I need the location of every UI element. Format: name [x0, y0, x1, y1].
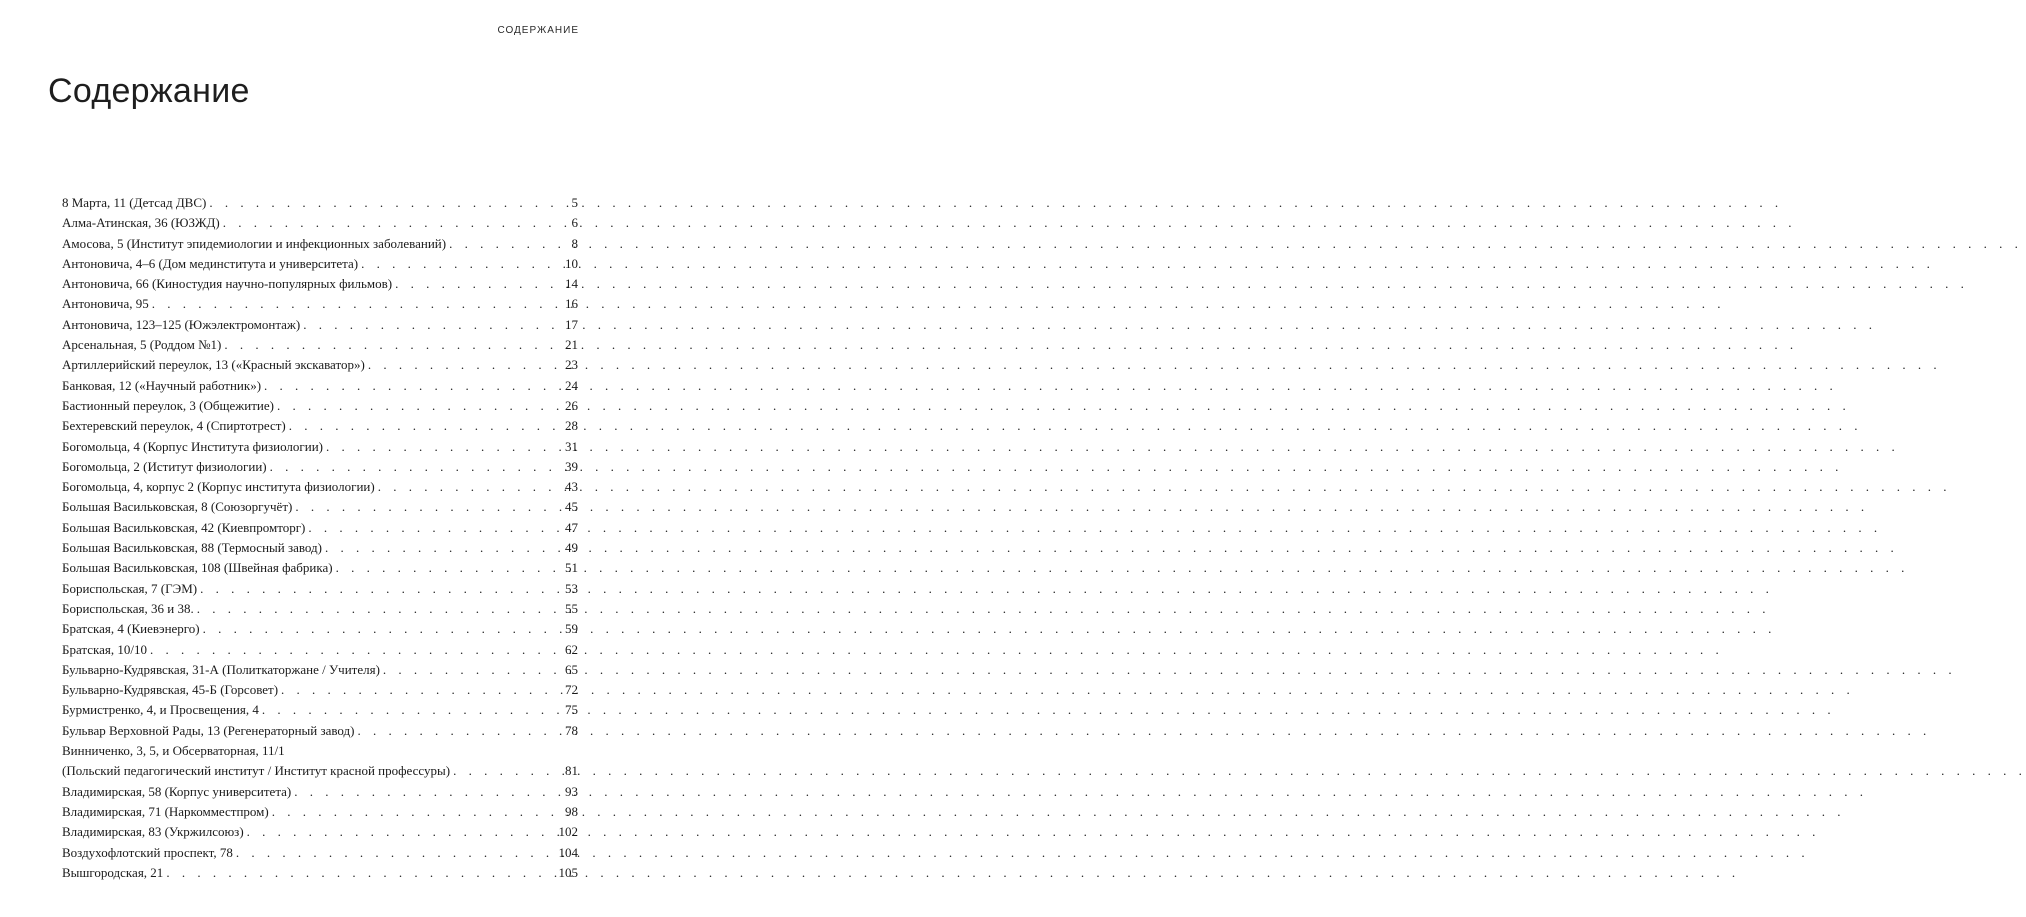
- toc-entry: [62, 477, 578, 497]
- toc-entry-title: Антоновича, 66 (Киностудия научно-популярных фильмов): [62, 276, 393, 292]
- toc-entry: [62, 843, 578, 863]
- toc-page-number: 65: [565, 661, 578, 677]
- toc-dot-leader: [289, 416, 564, 436]
- toc-entry-title: Большая Васильковская, 8 (Союзоргучёт): [62, 499, 293, 515]
- toc-entry-title: Бориспольская, 7 (ГЭМ): [62, 580, 198, 596]
- toc-entry-title: Братская, 4 (Киевэнерго): [62, 621, 200, 637]
- toc-entry: [62, 416, 578, 436]
- toc-dot-leader: [264, 376, 564, 396]
- book-page: [0, 0, 627, 917]
- toc-entry: [62, 437, 578, 457]
- toc-entry-title: Богомольца, 2 (Иститут физиологии): [62, 458, 267, 474]
- toc-page-number: 53: [565, 580, 578, 596]
- toc-page-number: 55: [565, 600, 578, 616]
- toc-page-number: 6: [571, 215, 578, 231]
- toc-entry: [62, 741, 578, 761]
- toc-entry: [62, 396, 578, 416]
- toc-dot-leader: [336, 558, 564, 578]
- toc-entry-title: Артиллерийский переулок, 13 («Красный экскаватор»): [62, 357, 365, 373]
- toc-page-number: 17: [565, 316, 578, 332]
- toc-dot-leader: [203, 619, 564, 639]
- toc-page-number: 72: [565, 682, 578, 698]
- toc-entry: [62, 518, 578, 538]
- toc-dot-leader: [197, 599, 564, 619]
- toc-dot-leader: [295, 497, 564, 517]
- toc-entry-title: Бульварно-Кудрявская, 31-А (Политкаторжане / Учителя): [62, 661, 380, 677]
- toc-entry-title: Банковая, 12 («Научный работник»): [62, 377, 262, 393]
- toc-dot-leader: [368, 355, 564, 375]
- toc-dot-leader: [361, 254, 564, 274]
- toc-entry-title: (Польский педагогический институт / Институт красной профессуры): [62, 763, 451, 779]
- toc-page-number: 62: [565, 641, 578, 657]
- toc-entry-title: Антоновича, 95: [62, 296, 149, 312]
- toc-entry: [62, 376, 578, 396]
- toc-dot-leader: [223, 213, 571, 233]
- toc-entry-title: Богомольца, 4, корпус 2 (Корпус института физиологии): [62, 479, 375, 495]
- toc-entry: [62, 579, 578, 599]
- toc-page-number: 21: [565, 337, 578, 353]
- toc-entry: [62, 274, 578, 294]
- toc-page-number: 28: [565, 418, 578, 434]
- toc-page-number: 5: [571, 195, 578, 210]
- toc-dot-leader: [262, 700, 564, 720]
- toc-entry: [62, 863, 578, 883]
- toc-entry-title: Бориспольская, 36 и 38.: [62, 600, 194, 616]
- toc-page-number: 16: [565, 296, 578, 312]
- toc-dot-leader: [449, 234, 570, 254]
- toc-dot-leader: [358, 721, 565, 741]
- toc-entry-title: Владимирская, 58 (Корпус университета): [62, 783, 292, 799]
- toc-dot-leader: [224, 335, 564, 355]
- toc-dot-leader: [272, 802, 564, 822]
- toc-dot-leader: [303, 315, 564, 335]
- toc-page-number: 10: [565, 255, 578, 271]
- toc-dot-leader: [200, 579, 564, 599]
- toc-entry-title: Большая Васильковская, 88 (Термосный завод): [62, 540, 322, 556]
- toc-entry: [62, 497, 578, 517]
- toc-entry: [62, 457, 578, 477]
- toc-entry: [62, 660, 578, 680]
- toc-page-number: 47: [565, 519, 578, 535]
- toc-entry-title: 8 Марта, 11 (Детсад ДВС): [62, 195, 207, 210]
- toc-page-number: 102: [558, 824, 578, 840]
- toc-entry: [62, 680, 578, 700]
- toc-page-number: 93: [565, 783, 578, 799]
- toc-entry-title: Владимирская, 83 (Укржилсоюз): [62, 824, 244, 840]
- toc-entry-title: Вышгородская, 21: [62, 864, 164, 880]
- toc-entry: [62, 782, 578, 802]
- toc-entry: [62, 700, 578, 720]
- toc-page-number: 49: [565, 540, 578, 556]
- toc-dot-leader: [281, 680, 564, 700]
- toc-page-number: 14: [565, 276, 578, 292]
- toc-dot-leader: [453, 761, 564, 781]
- toc-dot-leader: [308, 518, 564, 538]
- toc-entry: [62, 802, 578, 822]
- toc-dot-leader: [270, 457, 564, 477]
- toc-page-number: 39: [565, 458, 578, 474]
- running-head: СОДЕРЖАНИЕ: [497, 25, 579, 36]
- toc-entry-title: Воздухофлотский проспект, 78: [62, 844, 233, 860]
- toc-entry: [62, 254, 578, 274]
- toc-entry: [62, 335, 578, 355]
- toc-dot-leader: [378, 477, 564, 497]
- toc-page-number: 26: [565, 397, 578, 413]
- toc-entry-title: Владимирская, 71 (Наркомместпром): [62, 803, 269, 819]
- toc-page-number: 105: [558, 864, 578, 880]
- toc-entry-title: Алма-Атинская, 36 (ЮЗЖД): [62, 215, 220, 231]
- toc-entry-title: Антоновича, 4–6 (Дом мединститута и университета): [62, 255, 359, 271]
- toc-dot-leader: [166, 863, 557, 883]
- toc-entry-title: Большая Васильковская, 108 (Швейная фабрика): [62, 560, 333, 576]
- toc-dot-leader: [150, 640, 564, 660]
- toc-entry: [62, 558, 578, 578]
- toc-page-number: 75: [565, 702, 578, 718]
- toc-dot-leader: [209, 193, 570, 213]
- toc-dot-leader: [326, 437, 564, 457]
- toc-dot-leader: [395, 274, 564, 294]
- toc-entry: [62, 640, 578, 660]
- toc-dot-leader: [247, 822, 558, 842]
- toc-dot-leader: [325, 538, 564, 558]
- toc-page-number: 24: [565, 377, 578, 393]
- toc-page-number: 23: [565, 357, 578, 373]
- toc-entry-title: Антоновича, 123–125 (Южэлектромонтаж): [62, 316, 301, 332]
- toc-entry: [62, 315, 578, 335]
- toc-page-number: 31: [565, 438, 578, 454]
- toc-dot-leader: [383, 660, 564, 680]
- toc-entry: [62, 822, 578, 842]
- toc-entry-title: Бастионный переулок, 3 (Общежитие): [62, 397, 274, 413]
- toc-entry: [62, 721, 578, 741]
- toc-entry: [62, 761, 578, 781]
- toc-dot-leader: [236, 843, 558, 863]
- toc-entry: [62, 538, 578, 558]
- toc-page-number: 51: [565, 560, 578, 576]
- toc-entry-title: Богомольца, 4 (Корпус Института физиологии): [62, 438, 323, 454]
- toc-entry-title: Бурмистренко, 4, и Просвещения, 4: [62, 702, 259, 718]
- toc-entry-title: Бехтеревский переулок, 4 (Спиртотрест): [62, 418, 286, 434]
- toc-page-number: 45: [565, 499, 578, 515]
- toc-entry: [62, 294, 578, 314]
- toc-entry-title: Братская, 10/10: [62, 641, 147, 657]
- toc-entry-title: Винниченко, 3, 5, и Обсерваторная, 11/1: [62, 743, 285, 759]
- toc-entry-title: Амосова, 5 (Институт эпидемиологии и инфекционных заболеваний): [62, 235, 447, 251]
- toc-dot-leader: [294, 782, 564, 802]
- page-title: Содержание: [48, 72, 250, 110]
- toc-entry: [62, 193, 578, 213]
- toc-page-number: 43: [565, 479, 578, 495]
- toc-entry: [62, 619, 578, 639]
- toc-page-number: 104: [558, 844, 578, 860]
- toc-page-number: 81: [565, 763, 578, 779]
- toc-entry: [62, 599, 578, 619]
- toc-page-number: 98: [565, 803, 578, 819]
- toc-page-number: 8: [571, 235, 578, 251]
- toc-page-number: 59: [565, 621, 578, 637]
- toc-page-number: 78: [565, 722, 578, 738]
- toc-entry: [62, 213, 578, 233]
- toc-dot-leader: [152, 294, 564, 314]
- toc-entry-title: Большая Васильковская, 42 (Киевпромторг): [62, 519, 306, 535]
- toc-entry-title: Арсенальная, 5 (Роддом №1): [62, 337, 222, 353]
- toc-dot-leader: [277, 396, 564, 416]
- toc-entry: [62, 355, 578, 375]
- table-of-contents: [62, 193, 578, 883]
- toc-entry-title: Бульварно-Кудрявская, 45-Б (Горсовет): [62, 682, 279, 698]
- toc-entry-title: Бульвар Верховной Рады, 13 (Регенераторный завод): [62, 722, 355, 738]
- toc-entry: [62, 234, 578, 254]
